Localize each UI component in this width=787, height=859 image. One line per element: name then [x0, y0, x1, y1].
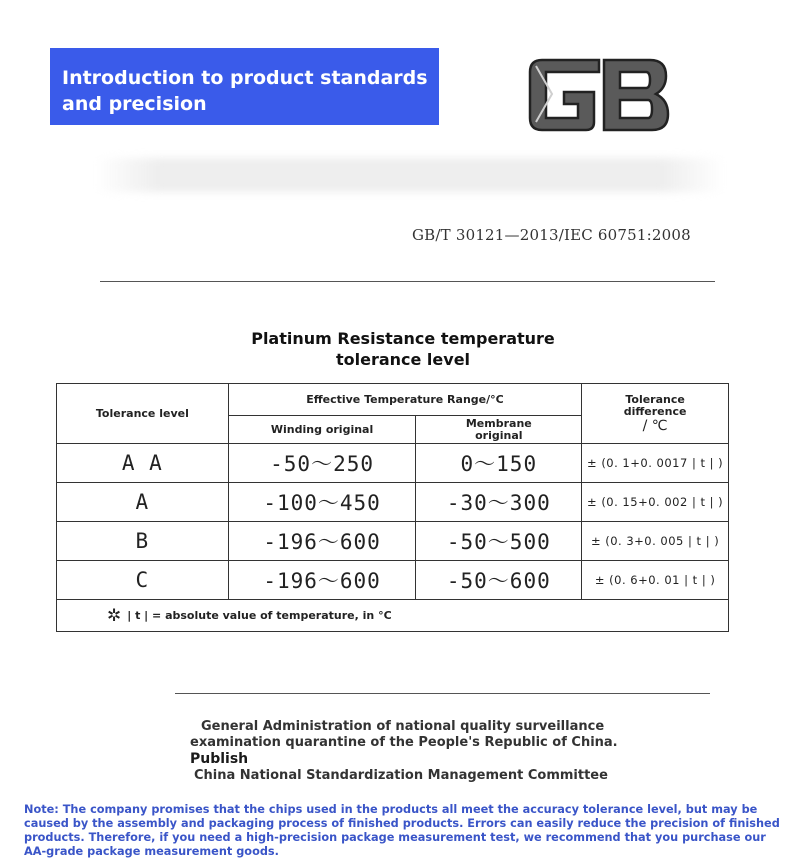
- asterisk-icon: ✲: [107, 605, 122, 626]
- publisher-line2-text: examination quarantine of the People's Republic of China.: [190, 735, 618, 750]
- table-title-line1: Platinum Resistance temperature: [251, 329, 555, 348]
- winding-cell: -50～250: [228, 444, 416, 483]
- publisher-line1: General Administration of national quality surveillance: [201, 719, 605, 734]
- header-tolerance-level: Tolerance level: [57, 384, 229, 444]
- standard-code: GB/T 30121—2013/IEC 60751:2008: [412, 226, 691, 244]
- header-membrane: [416, 416, 582, 444]
- tolerance-table: [56, 383, 729, 632]
- winding-cell: -196～600: [228, 522, 416, 561]
- footnote: Note: The company promises that the chips used in the products all meet the accuracy tolerance level, but may be caused by the assembly and packaging process of finished products. Errors can easily reduce the precision of finished products. Therefore, if you need a high-precision package measurement test, we recommend that you purchase our AA-grade package measurement goods.: [24, 803, 780, 858]
- divider-top: [100, 281, 715, 282]
- publisher-line3: China National Standardization Management Committee: [194, 768, 608, 783]
- banner-title-line1: Introduction to product standards: [62, 67, 428, 89]
- membrane-cell: -30～300: [416, 483, 582, 522]
- level-cell: A A: [57, 444, 229, 483]
- intro-banner: [50, 48, 439, 125]
- difference-cell: ± (0. 1+0. 0017 | t | ): [582, 444, 729, 483]
- difference-cell: ± (0. 6+0. 01 | t | ): [582, 561, 729, 600]
- membrane-cell: -50～600: [416, 561, 582, 600]
- level-cell: A: [57, 483, 229, 522]
- header-diff-line1: Tolerance: [625, 392, 685, 406]
- table-row: [57, 444, 729, 483]
- membrane-cell: -50～500: [416, 522, 582, 561]
- winding-cell: -196～600: [228, 561, 416, 600]
- table-title: [200, 328, 606, 370]
- header-winding: Winding original: [228, 416, 416, 444]
- header-effective-range: Effective Temperature Range/°C: [228, 384, 581, 416]
- publisher-line2: [170, 735, 650, 768]
- header-tolerance-difference: [582, 384, 729, 444]
- difference-cell: ± (0. 3+0. 005 | t | ): [582, 522, 729, 561]
- header-membrane-line2: original: [475, 428, 523, 442]
- blurred-standard-title: [95, 158, 725, 192]
- header-diff-unit: / ℃: [642, 417, 668, 434]
- difference-cell: ± (0. 15+0. 002 | t | ): [582, 483, 729, 522]
- table-note-text: | t | = absolute value of temperature, in °C: [127, 608, 392, 622]
- header-membrane-line1: Membrane: [465, 416, 532, 430]
- publish-label: Publish: [190, 751, 249, 767]
- table-row: [57, 483, 729, 522]
- winding-cell: -100～450: [228, 483, 416, 522]
- table-title-line2: tolerance level: [335, 350, 471, 369]
- level-cell: C: [57, 561, 229, 600]
- banner-title-line2: and precision: [62, 93, 207, 115]
- divider-bottom: [175, 693, 710, 694]
- table-note: [57, 600, 729, 632]
- membrane-cell: 0～150: [416, 444, 582, 483]
- table-row: [57, 561, 729, 600]
- gb-standard-logo-icon: [524, 54, 674, 136]
- publisher-block: [170, 719, 650, 784]
- level-cell: B: [57, 522, 229, 561]
- table-row: [57, 522, 729, 561]
- header-diff-line2: difference: [623, 404, 687, 418]
